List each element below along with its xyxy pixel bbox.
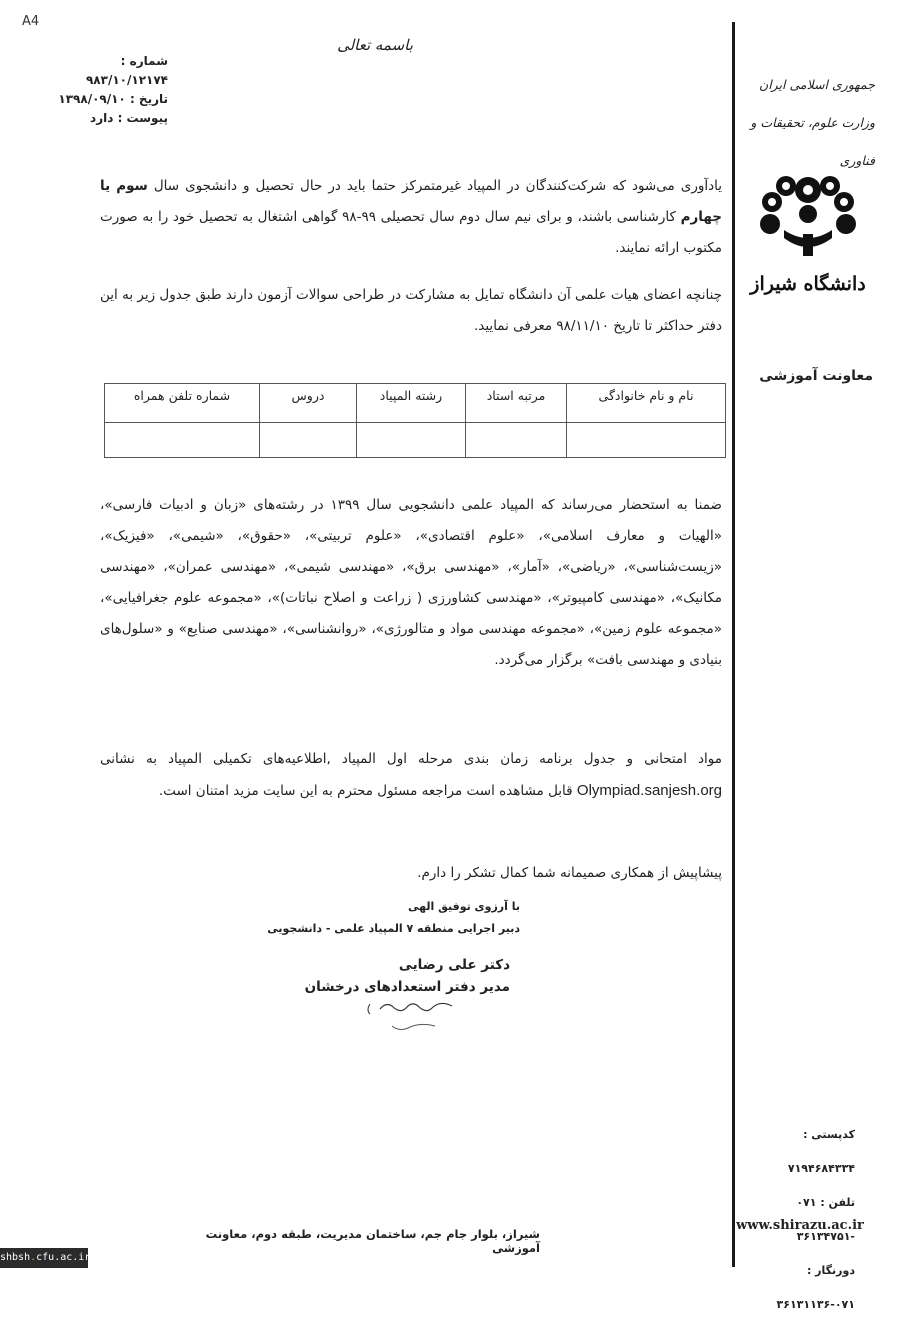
exam-info-paragraph [100,744,722,807]
source-badge-suffix: cfu.ac.ir [36,1252,91,1263]
sidebar-header [740,66,875,180]
intro-bold-year-3: سوم [116,178,148,194]
exam-info-text-1: مواد امتحانی و جدول برنامه زمان بندی مرحله اول المپیاد ,اطلاعیه‌های تکمیلی المپیاد به نشانی [100,751,722,767]
signer-name: دکتر علی رضایی [398,957,510,973]
table-cell[interactable] [105,423,260,458]
source-badge-prefix: shbsh [0,1252,31,1263]
intro-text-3: کارشناسی باشند، و برای نیم سال دوم سال تحصیلی ۹۹-۹۸ گواهی اشتغال به تحصیل خود را به صورت مکتوب ارائه نمایند. [100,209,722,256]
number-row [38,52,168,71]
signer-block [280,954,510,998]
university-logo [748,168,868,308]
attachment-label: پیوست : [117,111,168,125]
postal-code-row [740,1118,855,1186]
intro-bold-year-4: یا چهارم [100,178,722,225]
phone-label: تلفن : [820,1196,855,1209]
fax-row [740,1254,855,1322]
faculty-paragraph: چنانچه اعضای هیات علمی آن دانشگاه تمایل به مشارکت در طراحی سوالات آزمون دارند طبق جدول زیر به این دفتر حداکثر تا تاریخ ۹۸/۱۱/۱۰ معرفی نمایید. [100,287,722,334]
table-header-field: رشته المپیاد [357,384,466,423]
attachment-value: دارد [90,111,114,125]
attachment-row [38,109,168,128]
handwritten-signature [340,996,470,1036]
date-value: ۱۳۹۸/۰۹/۱۰ [58,92,126,106]
table-header-phone: شماره تلفن همراه [105,384,260,423]
thanks-paragraph: پیشاپیش از همکاری صمیمانه شما کمال تشکر را دارم. [417,865,722,881]
postal-code-value: ۷۱۹۴۶۸۴۳۳۴ [787,1162,855,1175]
exam-info-text-2: قابل مشاهده است مراجعه مسئول محترم به این سایت مزید امتنان است. [158,783,577,799]
university-logo-text: دانشگاه شیراز [750,273,866,295]
source-badge-dot: . [30,1252,37,1263]
table-cell[interactable] [567,423,726,458]
olympiad-site-link[interactable]: Olympiad.sanjesh.org [576,782,722,799]
postal-code-label: کدپستی : [803,1128,855,1141]
phone-value: ۰۷۱ -۳۶۱۳۴۷۵۱ [796,1196,855,1243]
department-name: معاونت آموزشی [759,368,873,384]
number-label: شماره : [120,54,168,68]
closing-secretary: دبیر اجرایی منطقه ۷ المپیاد علمی - دانشجویی [267,922,520,935]
country-name: جمهوری اسلامی ایران [759,77,875,92]
intro-text-1: یادآوری می‌شود که شرکت‌کنندگان در المپیاد غیرمتمرکز حتما باید در حال تحصیل و دانشجوی سال [147,178,723,194]
olympiad-fields-paragraph: ضمنا به استحضار می‌رساند که المپیاد علمی دانشجویی سال ۱۳۹۹ در رشته‌های «زبان و ادبیات فارسی»، «الهیات و معارف اسلامی»، «علوم اقتصادی»، «علوم تربیتی»، «حقوق»، «شیمی»، «فیزیک»، «زیست‌شناسی»، «ریاضی»، «آمار»، «مهندسی برق»، «مهندسی شیمی»، «مهندسی عمران»، «مهندسی مکانیک»، «مهندسی کامپیوتر»، «مهندسی کشاورزی ( زراعت و اصلاح نباتات)»، «مجموعه علوم جغرافیایی»، «مجموعه علوم زمین»، «مجموعه مهندسی مواد و متالورژی»، «روانشناسی»، «مهندسی صنایع» و «سلول‌های بنیادی و مهندسی بافت» برگزار می‌گردد. [100,497,722,668]
date-label: تاریخ : [129,92,168,106]
postal-address: شیراز، بلوار جام جم، ساختمان مدیریت، طبقه دوم، معاونت آموزشی [205,1227,540,1255]
table-row [105,423,726,458]
closing-wish: با آرزوی توفیق الهی [407,900,520,913]
number-value-row [38,71,168,90]
table-cell[interactable] [466,423,567,458]
letter-meta [38,52,168,128]
signer-title: مدیر دفتر استعدادهای درخشان [304,979,510,995]
table-header-name: نام و نام خانوادگی [567,384,726,423]
source-badge [0,1248,91,1268]
table-header-courses: دروس [260,384,357,423]
letter-heading: باسمه تعالی [337,36,413,54]
page-size-label: A4 [22,14,40,29]
fax-value: ۰۷۱-۳۶۱۳۱۱۳۶ [776,1298,855,1311]
table-header-row [105,384,726,423]
fax-label: دورنگار : [806,1264,855,1277]
number-value: ۹۸۳/۱۰/۱۲۱۷۴ [85,73,168,87]
table-cell[interactable] [260,423,357,458]
table-cell[interactable] [357,423,466,458]
table-header-rank: مرتبه استاد [466,384,567,423]
university-website[interactable]: www.shirazu.ac.ir [736,1218,864,1233]
intro-paragraph [100,171,722,264]
sidebar-divider [732,22,735,1267]
faculty-table [104,383,726,458]
ministry-name: وزارت علوم، تحقیقات و فناوری [750,115,875,168]
date-row [38,90,168,109]
